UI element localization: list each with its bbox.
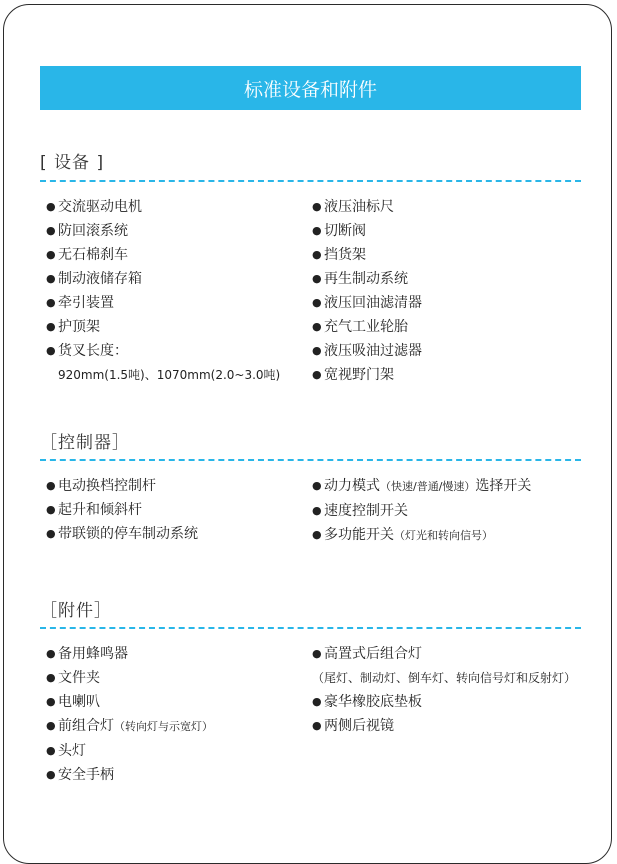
bullet-icon: ● — [312, 272, 322, 285]
bullet-icon: ● — [312, 320, 322, 333]
list-item: ● 安全手柄 — [46, 763, 213, 787]
bullet-icon: ● — [46, 744, 56, 757]
list-item: ● 电动换档控制杆 — [46, 474, 198, 498]
list-item: ● 头灯 — [46, 739, 213, 763]
list-item: ● 液压吸油过滤器 — [312, 339, 422, 363]
bullet-icon: ● — [312, 296, 322, 309]
list-item: ● 文件夹 — [46, 666, 213, 690]
list-item: ● 宽视野门架 — [312, 363, 422, 387]
fork-length-note: 920mm(1.5吨)、1070mm(2.0~3.0吨) — [58, 368, 281, 382]
bullet-icon: ● — [46, 344, 56, 357]
accessories-left-list — [46, 642, 213, 787]
list-item: ● 牵引装置 — [46, 291, 280, 315]
bullet-icon: ● — [46, 719, 56, 732]
list-item: ● 液压油标尺 — [312, 195, 422, 219]
list-item: ● 带联锁的停车制动系统 — [46, 522, 198, 546]
section-heading-controls: ［控制器］ — [40, 433, 130, 453]
bullet-icon: ● — [312, 224, 322, 237]
list-item: ● 液压回油滤清器 — [312, 291, 422, 315]
list-item: ● 挡货架 — [312, 243, 422, 267]
list-item: ● 货叉长度： — [46, 339, 280, 363]
list-item: ● 前组合灯（转向灯与示宽灯） — [46, 714, 213, 739]
equipment-left-list — [46, 195, 280, 387]
list-item: ● 两侧后视镜 — [312, 714, 576, 738]
list-item: ● 交流驱动电机 — [46, 195, 280, 219]
bullet-icon: ● — [46, 479, 56, 492]
section-heading-accessories: ［附件］ — [40, 601, 112, 621]
bullet-icon: ● — [312, 528, 322, 541]
list-item: ● 多功能开关（灯光和转向信号） — [312, 523, 531, 548]
list-item: ● 制动液储存箱 — [46, 267, 280, 291]
bullet-icon: ● — [312, 344, 322, 357]
bullet-icon: ● — [312, 368, 322, 381]
bullet-icon: ● — [46, 224, 56, 237]
bullet-icon: ● — [46, 320, 56, 333]
bullet-icon: ● — [46, 695, 56, 708]
bullet-icon: ● — [46, 248, 56, 261]
bullet-icon: ● — [312, 647, 322, 660]
bullet-icon: ● — [312, 504, 322, 517]
bullet-icon: ● — [46, 647, 56, 660]
bullet-icon: ● — [46, 527, 56, 540]
bullet-icon: ● — [46, 503, 56, 516]
list-item: ● 电喇叭 — [46, 690, 213, 714]
list-item: ● 充气工业轮胎 — [312, 315, 422, 339]
bullet-icon: ● — [312, 200, 322, 213]
list-item: ● 高置式后组合灯 — [312, 642, 576, 666]
list-item: ● 防回滚系统 — [46, 219, 280, 243]
bullet-icon: ● — [46, 296, 56, 309]
controls-right-list — [312, 474, 531, 548]
list-item: ● 切断阀 — [312, 219, 422, 243]
list-item: ● 豪华橡胶底垫板 — [312, 690, 576, 714]
list-item: ● 再生制动系统 — [312, 267, 422, 291]
accessories-right-list — [312, 642, 576, 738]
bullet-icon: ● — [312, 248, 322, 261]
section-divider — [40, 627, 581, 629]
page-title: 标准设备和附件 — [40, 66, 581, 110]
bullet-icon: ● — [312, 479, 322, 492]
list-item: ● 起升和倾斜杆 — [46, 498, 198, 522]
list-item: ● 护顶架 — [46, 315, 280, 339]
rear-lamp-note: （尾灯、制动灯、倒车灯、转向信号灯和反射灯） — [312, 671, 577, 685]
bullet-icon: ● — [46, 671, 56, 684]
bullet-icon: ● — [312, 719, 322, 732]
list-item: ● 无石棉刹车 — [46, 243, 280, 267]
equipment-right-list — [312, 195, 422, 387]
bullet-icon: ● — [46, 272, 56, 285]
list-item: ● 动力模式（快速/普通/慢速）选择开关 — [312, 474, 531, 499]
bullet-icon: ● — [312, 695, 322, 708]
bullet-icon: ● — [46, 768, 56, 781]
section-divider — [40, 459, 581, 461]
controls-left-list — [46, 474, 198, 546]
list-item: ● 速度控制开关 — [312, 499, 531, 523]
section-heading-equipment: [ 设备 ] — [40, 153, 105, 173]
section-divider — [40, 180, 581, 182]
bullet-icon: ● — [46, 200, 56, 213]
list-item: ● 备用蜂鸣器 — [46, 642, 213, 666]
